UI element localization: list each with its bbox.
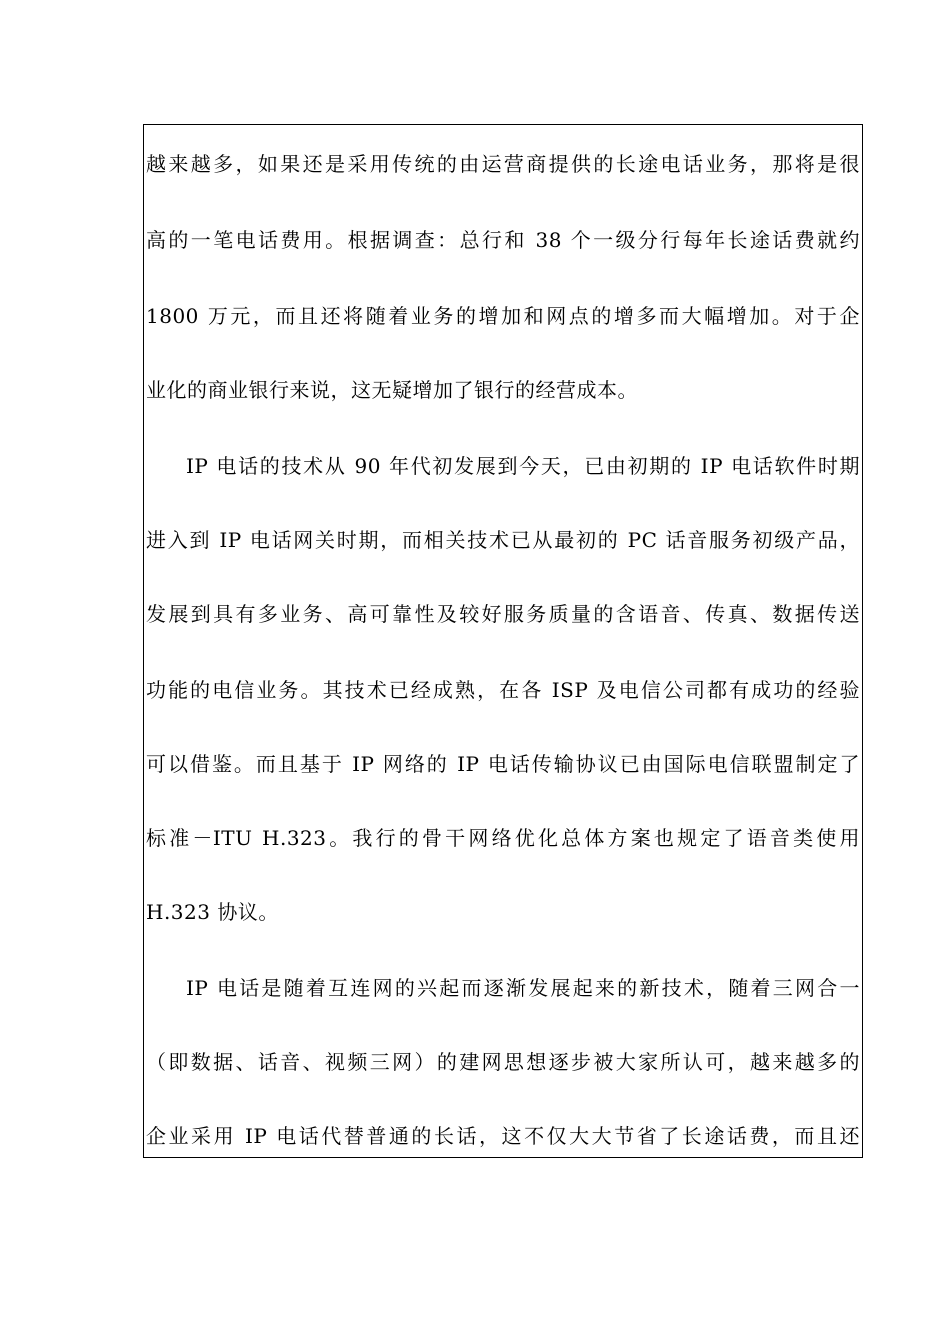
text-line: 进入到 IP 电话网关时期，而相关技术已从最初的 PC 话音服务初级产品， [146, 528, 860, 552]
text-line: 越来越多，如果还是采用传统的由运营商提供的长途电话业务，那将是很 [146, 152, 860, 176]
text-line: 业化的商业银行来说，这无疑增加了银行的经营成本。 [146, 378, 638, 402]
text-line: H.323 协议。 [146, 900, 279, 924]
text-line: （即数据、话音、视频三网）的建网思想逐步被大家所认可，越来越多的 [146, 1050, 860, 1074]
text-line: 1800 万元，而且还将随着业务的增加和网点的增多而大幅增加。对于企 [146, 304, 860, 328]
text-line: 可以借鉴。而且基于 IP 网络的 IP 电话传输协议已由国际电信联盟制定了 [146, 752, 860, 776]
paragraph-first-line: IP 电话的技术从 90 年代初发展到今天，已由初期的 IP 电话软件时期 [186, 454, 860, 478]
text-line: 发展到具有多业务、高可靠性及较好服务质量的含语音、传真、数据传送 [146, 602, 860, 626]
text-line: 功能的电信业务。其技术已经成熟，在各 ISP 及电信公司都有成功的经验 [146, 678, 860, 702]
text-line: 企业采用 IP 电话代替普通的长话，这不仅大大节省了长途话费，而且还 [146, 1124, 860, 1148]
paragraph-first-line: IP 电话是随着互连网的兴起而逐渐发展起来的新技术，随着三网合一 [186, 976, 860, 1000]
text-frame [143, 124, 863, 1158]
text-line: 高的一笔电话费用。根据调查：总行和 38 个一级分行每年长途话费就约 [146, 228, 860, 252]
text-line: 标准－ITU H.323。我行的骨干网络优化总体方案也规定了语音类使用 [146, 826, 860, 850]
